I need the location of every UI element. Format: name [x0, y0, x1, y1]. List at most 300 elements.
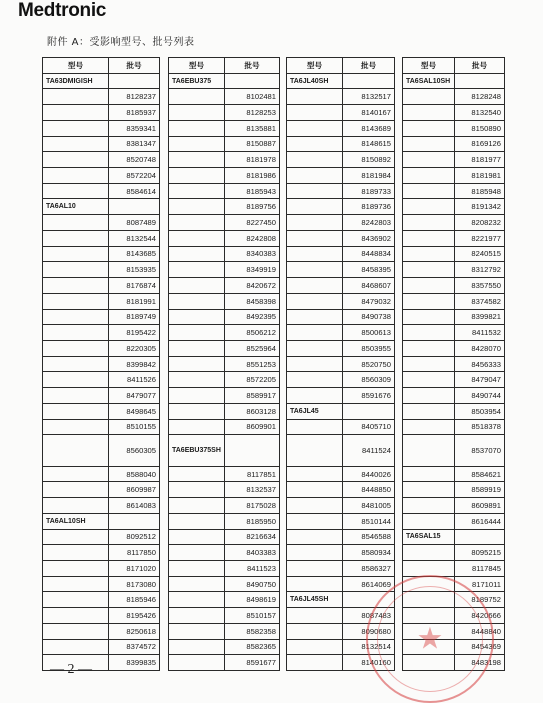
- table-row: [287, 545, 395, 561]
- model-cell: [287, 655, 343, 671]
- model-cell: [287, 419, 343, 435]
- batch-cell: 8399842: [109, 356, 160, 372]
- table-row: [169, 639, 280, 655]
- table-row: [43, 545, 160, 561]
- model-cell: [169, 608, 225, 624]
- table-row: [287, 309, 395, 325]
- batch-cell: 8525964: [225, 340, 280, 356]
- batch-cell: 8132544: [109, 230, 160, 246]
- batch-cell: 8340383: [225, 246, 280, 262]
- table-row: [287, 199, 395, 215]
- batch-cell: 8220305: [109, 340, 160, 356]
- model-cell: [169, 230, 225, 246]
- model-cell: [287, 561, 343, 577]
- table-row: [287, 136, 395, 152]
- table-row: [43, 230, 160, 246]
- model-cell: TA6JL45SH: [287, 592, 343, 608]
- model-cell: [287, 340, 343, 356]
- table-row: [403, 325, 505, 341]
- table-row: [287, 372, 395, 388]
- table-row: [287, 498, 395, 514]
- model-cell: [403, 325, 455, 341]
- table-row: [287, 183, 395, 199]
- table-row: [403, 215, 505, 231]
- table-row: [43, 152, 160, 168]
- table-row: [43, 199, 160, 215]
- batch-cell: 8102481: [225, 89, 280, 105]
- batch-cell: 8591677: [225, 655, 280, 671]
- batch-cell: 8546588: [343, 529, 395, 545]
- batch-table: [42, 57, 160, 671]
- table-row: [287, 482, 395, 498]
- batch-cell: 8458398: [225, 293, 280, 309]
- table-row: [169, 136, 280, 152]
- model-cell: [287, 262, 343, 278]
- batch-cell: 8405710: [343, 419, 395, 435]
- batch-cell: 8150890: [455, 120, 505, 136]
- model-cell: [287, 246, 343, 262]
- batch-cell: 8490744: [455, 388, 505, 404]
- batch-cell: 8132514: [343, 639, 395, 655]
- table-row: [169, 293, 280, 309]
- table-row: [43, 403, 160, 419]
- model-cell: [403, 340, 455, 356]
- batch-cell: 8148615: [343, 136, 395, 152]
- batch-cell: 8132540: [455, 105, 505, 121]
- table-row: [43, 262, 160, 278]
- batch-cell: 8520748: [109, 152, 160, 168]
- model-cell: [287, 435, 343, 466]
- table-row: [287, 73, 395, 89]
- batch-cell: 8143689: [343, 120, 395, 136]
- table-row: [403, 639, 505, 655]
- model-cell: [403, 293, 455, 309]
- model-cell: [287, 136, 343, 152]
- table-row: [43, 482, 160, 498]
- batch-cell: 8374582: [455, 293, 505, 309]
- batch-header: 批号: [343, 58, 395, 74]
- batch-cell: 8153935: [109, 262, 160, 278]
- batch-cell: 8518378: [455, 419, 505, 435]
- table-row: [287, 120, 395, 136]
- model-cell: [169, 372, 225, 388]
- batch-cell: 8481005: [343, 498, 395, 514]
- table-row: [169, 89, 280, 105]
- table-row: [43, 340, 160, 356]
- batch-cell: 8458395: [343, 262, 395, 278]
- model-cell: [403, 309, 455, 325]
- model-cell: [43, 623, 109, 639]
- model-cell: [43, 340, 109, 356]
- model-cell: [403, 466, 455, 482]
- model-cell: [287, 230, 343, 246]
- model-cell: TA6SAL15: [403, 529, 455, 545]
- model-cell: [169, 89, 225, 105]
- batch-cell: 8551253: [225, 356, 280, 372]
- batch-table: [402, 57, 505, 671]
- batch-cell: 8176874: [109, 278, 160, 294]
- table-row: [43, 561, 160, 577]
- table-row: [287, 529, 395, 545]
- model-cell: [287, 372, 343, 388]
- batch-cell: [343, 592, 395, 608]
- batch-cell: 8359341: [109, 120, 160, 136]
- batch-cell: 8411532: [455, 325, 505, 341]
- model-cell: [169, 199, 225, 215]
- table-row: [169, 513, 280, 529]
- batch-table-2: [168, 57, 280, 671]
- batch-cell: 8520750: [343, 356, 395, 372]
- batch-table: [286, 57, 395, 671]
- model-cell: [43, 482, 109, 498]
- batch-cell: 8586327: [343, 561, 395, 577]
- batch-cell: 8189756: [225, 199, 280, 215]
- batch-cell: 8490750: [225, 576, 280, 592]
- model-cell: [43, 372, 109, 388]
- table-row: [287, 89, 395, 105]
- batch-cell: 8572205: [225, 372, 280, 388]
- model-cell: [169, 293, 225, 309]
- model-cell: [403, 655, 455, 671]
- model-cell: [403, 262, 455, 278]
- table-row: [43, 498, 160, 514]
- table-row: [43, 309, 160, 325]
- table-row: [43, 372, 160, 388]
- model-cell: [169, 639, 225, 655]
- table-header-row: [169, 58, 280, 74]
- model-cell: [169, 262, 225, 278]
- table-row: [287, 388, 395, 404]
- model-cell: [169, 152, 225, 168]
- table-row: [169, 309, 280, 325]
- table-row: [403, 372, 505, 388]
- table-row: [403, 419, 505, 435]
- model-cell: [403, 608, 455, 624]
- model-cell: [287, 215, 343, 231]
- batch-cell: 8500613: [343, 325, 395, 341]
- table-row: [287, 655, 395, 671]
- batch-cell: 8411526: [109, 372, 160, 388]
- model-cell: [43, 545, 109, 561]
- batch-cell: 8580934: [343, 545, 395, 561]
- batch-cell: 8171011: [455, 576, 505, 592]
- table-row: [403, 623, 505, 639]
- table-row: [169, 592, 280, 608]
- table-row: [403, 230, 505, 246]
- table-row: [403, 356, 505, 372]
- batch-cell: 8185946: [109, 592, 160, 608]
- model-cell: [287, 576, 343, 592]
- model-cell: [287, 513, 343, 529]
- batch-cell: 8603128: [225, 403, 280, 419]
- batch-cell: 8185950: [225, 513, 280, 529]
- batch-cell: 8132517: [343, 89, 395, 105]
- model-cell: TA6EBU375: [169, 73, 225, 89]
- model-cell: [287, 152, 343, 168]
- batch-cell: 8584614: [109, 183, 160, 199]
- table-row: [169, 388, 280, 404]
- table-row: [403, 608, 505, 624]
- table-row: [169, 73, 280, 89]
- table-row: [169, 168, 280, 184]
- batch-cell: 8140167: [343, 105, 395, 121]
- model-cell: [403, 482, 455, 498]
- batch-cell: 8490738: [343, 309, 395, 325]
- table-row: [287, 246, 395, 262]
- batch-header: 批号: [455, 58, 505, 74]
- batch-cell: [455, 529, 505, 545]
- table-row: [43, 435, 160, 466]
- table-row: [403, 435, 505, 466]
- batch-cell: 8454369: [455, 639, 505, 655]
- model-cell: [43, 466, 109, 482]
- batch-cell: 8616444: [455, 513, 505, 529]
- model-cell: TA6AL10SH: [43, 513, 109, 529]
- table-row: [403, 466, 505, 482]
- batch-cell: 8189752: [455, 592, 505, 608]
- batch-cell: 8132537: [225, 482, 280, 498]
- model-cell: [287, 293, 343, 309]
- table-row: [403, 592, 505, 608]
- batch-cell: 8092512: [109, 529, 160, 545]
- batch-cell: 8312792: [455, 262, 505, 278]
- model-cell: [287, 278, 343, 294]
- model-cell: [403, 513, 455, 529]
- table-row: [403, 403, 505, 419]
- table-row: [169, 230, 280, 246]
- batch-cell: 8448834: [343, 246, 395, 262]
- model-cell: [43, 576, 109, 592]
- table-row: [403, 529, 505, 545]
- table-row: [403, 388, 505, 404]
- batch-cell: 8411524: [343, 435, 395, 466]
- batch-cell: 8479032: [343, 293, 395, 309]
- batch-cell: 8189749: [109, 309, 160, 325]
- batch-cell: 8087489: [109, 215, 160, 231]
- model-cell: TA63DMIGISH: [43, 73, 109, 89]
- model-cell: [169, 215, 225, 231]
- table-row: [403, 152, 505, 168]
- batch-cell: 8560309: [343, 372, 395, 388]
- table-row: [403, 309, 505, 325]
- model-cell: [169, 498, 225, 514]
- batch-cell: 8185943: [225, 183, 280, 199]
- model-cell: [43, 435, 109, 466]
- table-row: [287, 215, 395, 231]
- batch-cell: 8589919: [455, 482, 505, 498]
- batch-cell: 8117845: [455, 561, 505, 577]
- batch-cell: 8185948: [455, 183, 505, 199]
- model-cell: [43, 388, 109, 404]
- batch-cell: 8609891: [455, 498, 505, 514]
- model-cell: [403, 498, 455, 514]
- table-row: [169, 105, 280, 121]
- model-cell: [169, 183, 225, 199]
- table-row: [403, 340, 505, 356]
- table-row: [287, 278, 395, 294]
- model-cell: [403, 356, 455, 372]
- model-cell: [169, 246, 225, 262]
- batch-cell: 8181991: [109, 293, 160, 309]
- batch-cell: 8614083: [109, 498, 160, 514]
- model-cell: [43, 120, 109, 136]
- batch-cell: 8510155: [109, 419, 160, 435]
- table-row: [287, 561, 395, 577]
- batch-cell: 8582365: [225, 639, 280, 655]
- model-cell: [169, 466, 225, 482]
- batch-cell: 8095215: [455, 545, 505, 561]
- model-cell: [169, 325, 225, 341]
- table-row: [403, 199, 505, 215]
- model-cell: [403, 105, 455, 121]
- table-row: [403, 89, 505, 105]
- model-cell: [403, 215, 455, 231]
- model-cell: [403, 89, 455, 105]
- batch-table-4: [402, 57, 505, 671]
- model-cell: [43, 403, 109, 419]
- batch-cell: 8128248: [455, 89, 505, 105]
- model-cell: [403, 639, 455, 655]
- table-row: [403, 561, 505, 577]
- model-header: 型号: [43, 58, 109, 74]
- model-cell: [287, 168, 343, 184]
- table-row: [403, 183, 505, 199]
- table-row: [287, 623, 395, 639]
- table-row: [43, 73, 160, 89]
- table-row: [43, 136, 160, 152]
- batch-cell: 8503954: [455, 403, 505, 419]
- model-cell: [403, 230, 455, 246]
- table-row: [169, 561, 280, 577]
- table-row: [169, 655, 280, 671]
- table-row: [287, 293, 395, 309]
- table-row: [169, 576, 280, 592]
- batch-cell: 8420672: [225, 278, 280, 294]
- table-row: [43, 608, 160, 624]
- model-cell: [43, 561, 109, 577]
- table-row: [287, 152, 395, 168]
- batch-cell: 8403383: [225, 545, 280, 561]
- table-row: [169, 435, 280, 466]
- model-cell: [169, 545, 225, 561]
- table-row: [43, 623, 160, 639]
- batch-cell: 8357550: [455, 278, 505, 294]
- table-row: [169, 529, 280, 545]
- batch-cell: 8436902: [343, 230, 395, 246]
- table-row: [287, 403, 395, 419]
- model-cell: TA6SAL10SH: [403, 73, 455, 89]
- batch-cell: 8250618: [109, 623, 160, 639]
- table-row: [287, 639, 395, 655]
- batch-cell: 8483198: [455, 655, 505, 671]
- model-cell: [43, 293, 109, 309]
- model-cell: TA6JL40SH: [287, 73, 343, 89]
- table-row: [43, 325, 160, 341]
- model-cell: [43, 356, 109, 372]
- model-cell: [169, 120, 225, 136]
- model-cell: [287, 529, 343, 545]
- model-cell: [287, 325, 343, 341]
- batch-cell: [343, 403, 395, 419]
- table-row: [403, 278, 505, 294]
- model-cell: [169, 278, 225, 294]
- table-row: [169, 356, 280, 372]
- batch-cell: 8349919: [225, 262, 280, 278]
- table-row: [169, 183, 280, 199]
- batch-cell: 8374572: [109, 639, 160, 655]
- table-row: [43, 529, 160, 545]
- table-header-row: [43, 58, 160, 74]
- model-cell: [169, 561, 225, 577]
- model-cell: [43, 152, 109, 168]
- batch-cell: 8221977: [455, 230, 505, 246]
- table-row: [43, 592, 160, 608]
- model-cell: [403, 576, 455, 592]
- batch-cell: 8195422: [109, 325, 160, 341]
- model-cell: [287, 466, 343, 482]
- table-row: [43, 278, 160, 294]
- model-cell: [43, 105, 109, 121]
- model-cell: [43, 168, 109, 184]
- batch-cell: 8399835: [109, 655, 160, 671]
- model-cell: [43, 262, 109, 278]
- model-cell: [287, 120, 343, 136]
- batch-table-1: [42, 57, 160, 671]
- batch-cell: 8216634: [225, 529, 280, 545]
- model-header: 型号: [169, 58, 225, 74]
- batch-cell: 8143685: [109, 246, 160, 262]
- table-row: [403, 73, 505, 89]
- model-cell: [169, 623, 225, 639]
- table-row: [403, 136, 505, 152]
- batch-cell: 8479077: [109, 388, 160, 404]
- table-row: [403, 545, 505, 561]
- table-row: [169, 325, 280, 341]
- model-cell: [403, 199, 455, 215]
- batch-cell: 8175028: [225, 498, 280, 514]
- batch-cell: 8468607: [343, 278, 395, 294]
- model-cell: [43, 136, 109, 152]
- table-row: [403, 168, 505, 184]
- model-cell: [43, 309, 109, 325]
- batch-table-3: [286, 57, 395, 671]
- table-row: [43, 105, 160, 121]
- batch-cell: 8503955: [343, 340, 395, 356]
- table-row: [403, 498, 505, 514]
- table-row: [169, 278, 280, 294]
- model-cell: [403, 388, 455, 404]
- model-cell: [169, 340, 225, 356]
- model-cell: [169, 655, 225, 671]
- batch-cell: 8150887: [225, 136, 280, 152]
- batch-cell: 8173080: [109, 576, 160, 592]
- model-cell: TA6AL10: [43, 199, 109, 215]
- batch-cell: 8128253: [225, 105, 280, 121]
- table-row: [169, 246, 280, 262]
- table-row: [169, 340, 280, 356]
- model-cell: [287, 309, 343, 325]
- table-row: [169, 215, 280, 231]
- model-cell: [43, 278, 109, 294]
- model-cell: [403, 623, 455, 639]
- table-row: [287, 105, 395, 121]
- batch-cell: 8448840: [455, 623, 505, 639]
- table-row: [43, 513, 160, 529]
- batch-cell: 8609987: [109, 482, 160, 498]
- table-row: [403, 655, 505, 671]
- table-row: [287, 513, 395, 529]
- table-row: [43, 356, 160, 372]
